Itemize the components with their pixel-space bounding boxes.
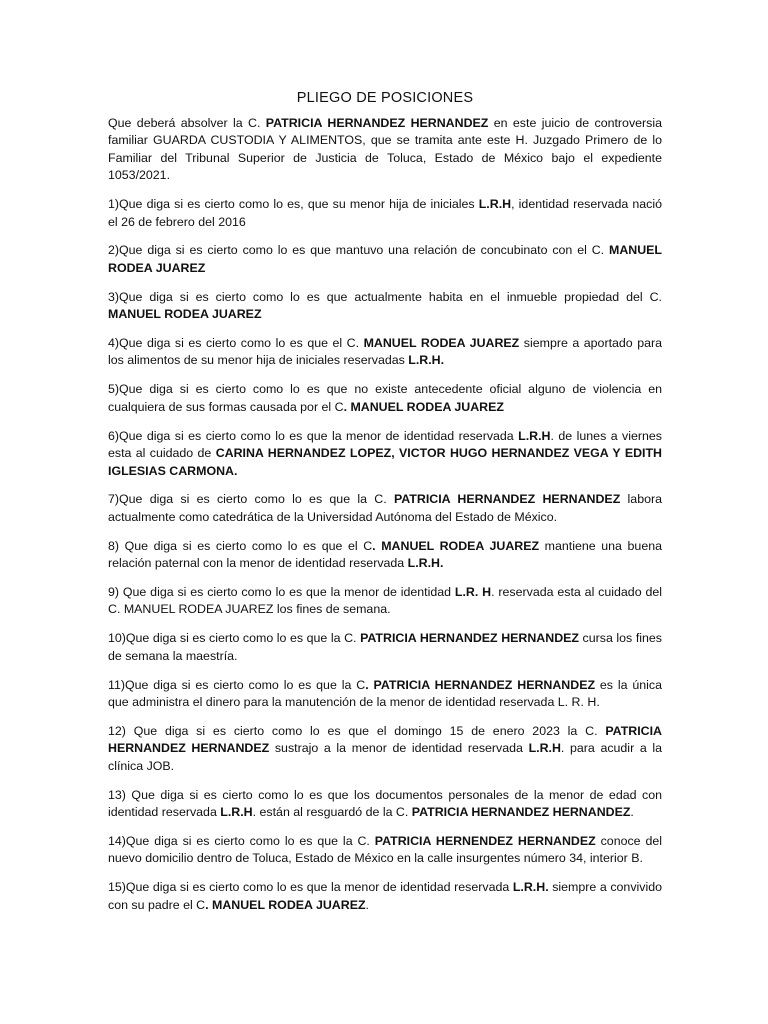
text-run: Que deberá absolver la C.	[108, 116, 266, 130]
bold-text: PATRICIA HERNANDEZ HERNANDEZ	[360, 631, 579, 646]
text-run: es la única que administra el dinero para la manutención de la menor de identidad reservada L. R. H.	[108, 677, 662, 710]
text-run: 14)Que diga si es cierto como lo es que la C.	[108, 834, 375, 848]
text-run: siempre a convivido con su padre el C	[108, 880, 662, 912]
text-run: 9) Que diga si es cierto como lo es que la menor de identidad	[108, 585, 455, 600]
bold-text: PATRICIA HERNANDEZ HERNANDEZ	[265, 116, 489, 130]
intro-paragraph	[108, 115, 662, 185]
document-title: PLIEGO DE POSICIONES	[296, 90, 474, 106]
text-run: . están al resguardó de la C.	[252, 805, 412, 820]
position-item-4	[108, 335, 662, 370]
position-item-14	[108, 833, 662, 868]
text-run: sustrajo a la menor de identidad reservada	[269, 741, 529, 756]
text-run: 2)Que diga si es cierto como lo es que mantuvo una relación de concubinato con el C.	[108, 243, 609, 258]
position-item-8	[108, 538, 662, 573]
text-run: 3)Que diga si es cierto como lo es que actualmente habita en el inmueble propiedad del C.	[108, 289, 662, 304]
bold-text: MANUEL RODEA JUAREZ	[363, 336, 520, 351]
bold-text: L.R. H	[454, 585, 492, 600]
document-page	[108, 90, 662, 926]
text-run: 4)Que diga si es cierto como lo es que el C.	[108, 336, 364, 351]
position-item-6	[108, 428, 662, 480]
text-run: . de lunes a viernes esta al cuidado de	[108, 428, 662, 461]
text-run: mantiene una buena relación paternal con la menor de identidad reservada	[108, 538, 663, 571]
position-item-7	[108, 491, 662, 526]
text-run: .	[365, 897, 369, 912]
text-run: . para acudir a la clínica JOB.	[108, 741, 663, 773]
bold-text: L.R.H	[528, 741, 561, 756]
bold-text: L.R.H	[220, 805, 253, 820]
bold-text: PATRICIA HERNANDEZ HERNANDEZ	[411, 805, 631, 820]
text-run: 7)Que diga si es cierto como lo es que la C.	[108, 492, 394, 507]
text-run: 15)Que diga si es cierto como lo es que la menor de identidad reservada	[108, 880, 513, 895]
text-run: 10)Que diga si es cierto como lo es que la C.	[108, 631, 361, 646]
bold-text: L.R.H.	[408, 353, 445, 368]
text-run: siempre a aportado para los alimentos de su menor hija de iniciales reservadas	[108, 336, 662, 368]
text-run: 1)Que diga si es cierto como lo es, que su menor hija de iniciales	[108, 197, 479, 212]
text-run: , identidad reservada nació el 26 de febrero del 2016	[108, 197, 662, 229]
text-run: conoce del nuevo domicilio dentro de Toluca, Estado de México en la calle insurgentes número 34, interior B.	[108, 834, 663, 866]
bold-text: CARINA HERNANDEZ LOPEZ, VICTOR HUGO HERNANDEZ VEGA Y EDITH IGLESIAS CARMONA.	[108, 446, 662, 478]
position-item-5	[108, 381, 662, 416]
text-run: 5)Que diga si es cierto como lo es que no existe antecedente oficial alguno de violencia en cualquiera de sus formas causada por el C	[108, 382, 662, 414]
position-item-10	[108, 630, 662, 665]
text-run: cursa los fines de semana la maestría.	[108, 631, 662, 663]
bold-text: PATRICIA HERNANDEZ HERNANDEZ	[108, 723, 662, 756]
bold-text: MANUEL RODEA JUAREZ	[108, 243, 662, 275]
text-run: 13) Que diga si es cierto como lo es que los documentos personales de la menor de edad con identidad reservada	[108, 787, 662, 820]
text-run: 11)Que diga si es cierto como lo es que la C	[108, 677, 366, 692]
bold-text: L.R.H.	[407, 556, 444, 571]
position-item-15	[108, 879, 662, 914]
text-run: 6)Que diga si es cierto como lo es que la menor de identidad reservada	[108, 428, 519, 443]
bold-text: PATRICIA HERNANDEZ HERNANDEZ	[393, 492, 621, 507]
position-item-3	[108, 289, 662, 324]
bold-text: . MANUEL RODEA JUAREZ	[343, 399, 504, 414]
position-item-1	[108, 196, 662, 231]
position-item-13	[108, 787, 662, 822]
bold-text: . MANUEL RODEA JUAREZ	[205, 897, 366, 912]
position-item-11	[108, 677, 662, 712]
text-run: en este juicio de controversia familiar GUARDA CUSTODIA Y ALIMENTOS, que se tramita ante este H. Juzgado Primero de lo Familiar del Tribunal Superior de Justicia de Toluca, Estado de México bajo el expediente 1053/2021.	[108, 116, 662, 183]
position-item-2	[108, 242, 662, 277]
bold-text: L.R.H.	[512, 880, 549, 895]
text-run: labora actualmente como catedrática de la Universidad Autónoma del Estado de México.	[108, 492, 662, 524]
text-run: . reservada esta al cuidado del C. MANUEL RODEA JUAREZ los fines de semana.	[108, 585, 662, 617]
document-body	[108, 115, 662, 914]
bold-text: MANUEL RODEA JUAREZ	[108, 307, 262, 322]
bold-text: L.R.H	[518, 428, 551, 443]
bold-text: L.R.H	[478, 197, 512, 212]
text-run: .	[630, 805, 634, 820]
text-run: 8) Que diga si es cierto como lo es que el C	[108, 538, 373, 553]
bold-text: . MANUEL RODEA JUAREZ	[372, 538, 540, 553]
text-run: 12) Que diga si es cierto como lo es que el domingo 15 de enero 2023 la C.	[108, 723, 606, 738]
bold-text: . PATRICIA HERNANDEZ HERNANDEZ	[365, 677, 596, 692]
position-item-12	[108, 723, 662, 775]
position-item-9	[108, 584, 662, 619]
bold-text: PATRICIA HERNENDEZ HERNANDEZ	[374, 834, 596, 848]
